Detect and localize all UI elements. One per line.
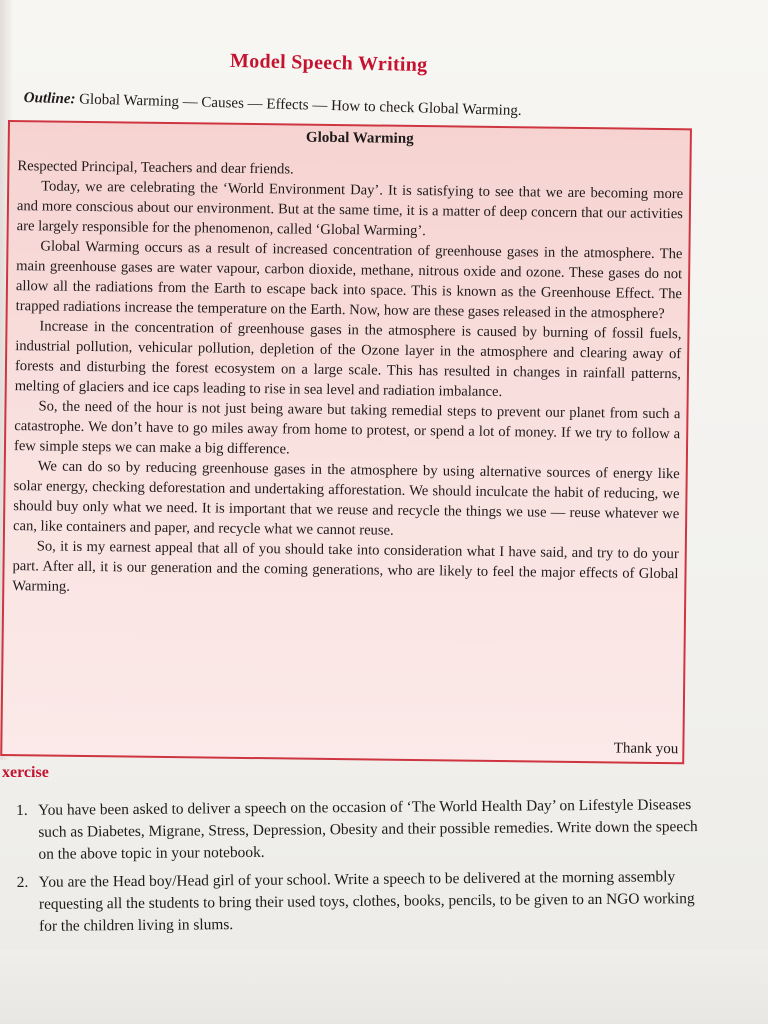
exercise-item — [17, 866, 712, 938]
speech-paragraph: So, it is my earnest appeal that all of you should take into consideration what I have said, and try to do your part. After all, it is our generation and the coming generations, who are likely to feel the major effects of Global Warming. — [12, 538, 679, 595]
exercise-item — [16, 794, 711, 866]
exercise-list — [16, 794, 711, 944]
speech-paragraph: Today, we are celebrating the ‘World Environment Day’. It is satisfying to see that we are becoming more and more conscious about our environment. But at the same time, it is a matter of deep concern that our activities are largely responsible for the phenomenon, called ‘Global Warming’. — [16, 178, 684, 240]
speech-paragraph: We can do so by reducing greenhouse gases in the atmosphere by using alternative sources of energy like solar energy, checking deforestation and undertaking afforestation. We should inculcate the habit of reducing, we should buy only what we need. It is important that we reuse and recycle the things we use — reuse whatever we can, like containers and paper, and recycle what we cannot reuse. — [12, 458, 680, 539]
speech-paragraph: So, the need of the hour is not just being aware but taking remedial steps to prevent our planet from such a catastrophe. We don’t have to go miles away from home to protest, or spend a lot of money. If we try to follow a few simple steps we can make a big difference. — [13, 398, 681, 458]
exercise-heading: xercise — [2, 764, 49, 781]
speech-box — [0, 120, 692, 764]
page-title: Model Speech Writing — [229, 49, 428, 77]
outline-line — [24, 90, 624, 123]
speech-paragraph: Increase in the concentration of greenhouse gases in the atmosphere is caused by burning of fossil fuels, industrial pollution, vehicular pollution, depletion of the Ozone layer in the atmosphere and clearing away of forests and disturbing the forest ecosystem on a large scale. This has resulted in changes in rainfall patterns, melting of glaciers and ice caps leading to rise in sea level and radiation imbalance. — [14, 318, 682, 401]
page-bottom-edge — [0, 950, 768, 1024]
speech-closing: Thank you — [613, 740, 679, 758]
speech-salutation: Respected Principal, Teachers and dear friends. — [17, 158, 294, 178]
outline-label: Outline: — [23, 90, 76, 108]
speech-body — [12, 156, 683, 604]
exercise-text: You are the Head boy/Head girl of your school. Write a speech to be delivered at the morning assembly requesting all the students to bring their used toys, clothes, books, pencils, to be given to an NGO working for the children living in slums. — [38, 868, 695, 935]
exercise-number: 1. — [16, 801, 28, 819]
exercise-text: You have been asked to deliver a speech on the occasion of ‘The World Health Day’ on Lifestyle Diseases such as Diabetes, Migrane, Stress, Depression, Obesity and their possible remedies. Write down the speech on the above topic in your notebook. — [38, 796, 698, 863]
speech-title: Global Warming — [305, 129, 414, 147]
speech-paragraph: Global Warming occurs as a result of increased concentration of greenhouse gases in the atmosphere. The main greenhouse gases are water vapour, carbon dioxide, methane, nitrous oxide and ozone. These gases do not allow all the radiations from the Earth to escape back into space. This is known as the Greenhouse Effect. The trapped radiations increase the temperature on the Earth. Now, how are these gases released in the atmosphere? — [15, 238, 683, 323]
outline-text: Global Warming — Causes — Effects — How to check Global Warming. — [78, 91, 522, 120]
exercise-number: 2. — [16, 873, 29, 891]
